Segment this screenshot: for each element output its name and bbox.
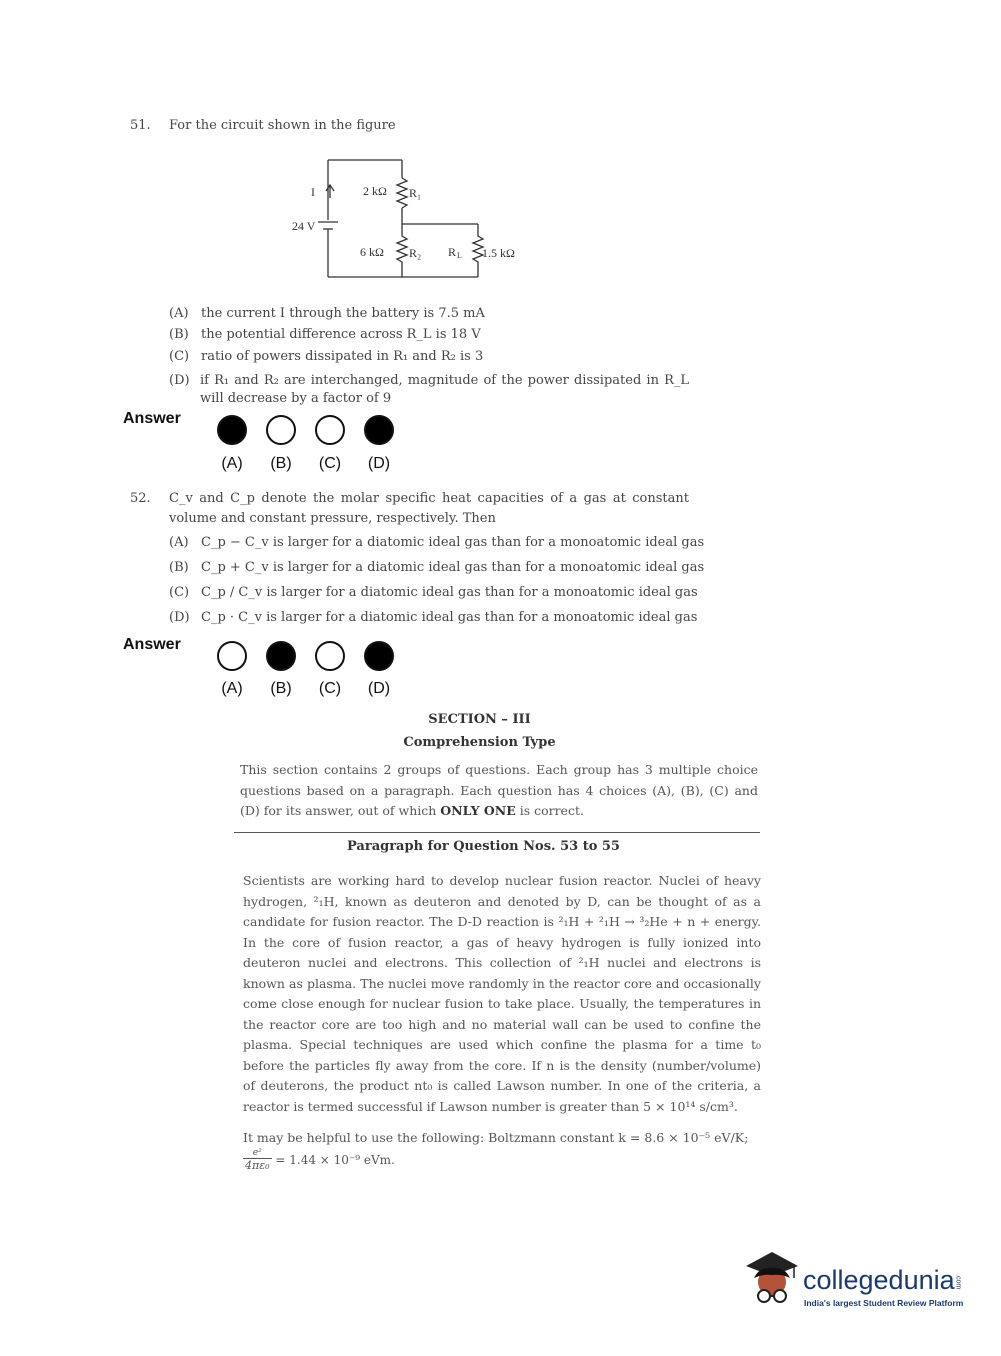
rl-name: R [448, 245, 457, 259]
q52-option-d: (D) C_p · C_v is larger for a diatomic ideal gas than for a monoatomic ideal gas [169, 610, 698, 625]
r1-name: R₁ [409, 186, 422, 200]
q51-number: 51. [130, 118, 151, 133]
q52-option-a: (A) C_p − C_v is larger for a diatomic ideal gas than for a monoatomic ideal gas [169, 535, 705, 550]
q52-choice-label-d: (D) [367, 680, 391, 697]
r2-name: R₂ [409, 246, 422, 260]
collegedunia-tagline: India's largest Student Review Platform [804, 1298, 964, 1308]
q52-bubble-b[interactable] [266, 641, 296, 671]
q52-choice-label-a: (A) [221, 680, 243, 697]
q52-option-b: (B) C_p + C_v is larger for a diatomic ideal gas than for a monoatomic ideal gas [169, 560, 705, 575]
q52-answer-label: Answer [123, 636, 181, 653]
rl-value: 1.5 kΩ [482, 246, 515, 260]
collegedunia-mascot-icon [742, 1248, 802, 1310]
battery-label: 24 V [292, 219, 316, 233]
section-divider [234, 832, 760, 833]
rl-sub: L [457, 251, 462, 260]
section-subtitle: Comprehension Type [403, 735, 556, 750]
q52-bubble-c[interactable] [315, 641, 345, 671]
q52-choice-label-c: (C) [318, 680, 342, 697]
paragraph-body: Scientists are working hard to develop nuclear fusion reactor. Nuclei of heavy hydrogen, ²₁H, known as deuteron and denoted by D, can be thought of as a candidate for fusion reactor. The D-D reaction is ²₁H + ²₁H → ³₂He + n + energy. In the core of fusion reactor, a gas of heavy hydrogen is fully ionized into deuteron nuclei and electrons. This collection of ²₁H nuclei and electrons is known as plasma. The nuclei move randomly in the reactor core and occasionally come close enough for nuclear fusion to take place. Usually, the temperatures in the reactor core are too high and no material wall can be used to confine the plasma. Special techniques are used which confine the plasma for a time t₀ before the particles fly away from the core. If n is the density (number/volume) of deuterons, the product nt₀ is called Lawson number. In one of the criteria, a reactor is termed successful if Lawson number is greater than 5 × 10¹⁴ s/cm³. [243, 873, 761, 1114]
coulomb-formula: e² 4πε₀ = 1.44 × 10⁻⁹ eVm. [245, 1148, 395, 1172]
q51-bubble-d[interactable] [364, 415, 394, 445]
q52-number: 52. [130, 491, 151, 506]
q51-choice-label-a: (A) [221, 455, 243, 472]
q52-text: C_v and C_p denote the molar specific heat capacities of a gas at constant volume and constant pressure, respectively. Then [169, 491, 689, 526]
q51-choice-label-c: (C) [318, 455, 342, 472]
q51-text: For the circuit shown in the figure [169, 118, 396, 133]
section-title: SECTION – III [428, 712, 531, 727]
q51-bubble-a[interactable] [217, 415, 247, 445]
q51-option-d: (D) if R₁ and R₂ are interchanged, magnitude of the power dissipated in R_L will decrease by a factor of 9 [169, 373, 689, 406]
q51-option-a: (A) the current I through the battery is 7.5 mA [169, 306, 485, 321]
q51-bubble-c[interactable] [315, 415, 345, 445]
q51-answer-label: Answer [123, 410, 181, 427]
q51-option-c: (C) ratio of powers dissipated in R₁ and R₂ is 3 [169, 349, 484, 364]
q51-choice-label-b: (B) [270, 455, 292, 472]
q51-option-b: (B) the potential difference across R_L is 18 V [169, 327, 481, 342]
q51-bubble-b[interactable] [266, 415, 296, 445]
paragraph-heading: Paragraph for Question Nos. 53 to 55 [347, 839, 620, 854]
q52-bubble-a[interactable] [217, 641, 247, 671]
current-label: I [311, 185, 315, 199]
r2-value: 6 kΩ [360, 245, 384, 259]
q51-choice-label-d: (D) [367, 455, 391, 472]
q52-choice-label-b: (B) [270, 680, 292, 697]
q52-bubble-d[interactable] [364, 641, 394, 671]
collegedunia-logo: collegedunia.com [803, 1265, 962, 1295]
r1-value: 2 kΩ [363, 184, 387, 198]
section-instructions: This section contains 2 groups of questions. Each group has 3 multiple choice questions based on a paragraph. Each question has 4 choices (A), (B), (C) and (D) for its answer, out of which ONLY ONE is correct. [240, 762, 758, 818]
q51-circuit-diagram [280, 150, 540, 285]
helpful-constants: It may be helpful to use the following: Boltzmann constant k = 8.6 × 10⁻⁵ eV/K; [243, 1130, 749, 1145]
q52-option-c: (C) C_p / C_v is larger for a diatomic ideal gas than for a monoatomic ideal gas [169, 585, 698, 600]
